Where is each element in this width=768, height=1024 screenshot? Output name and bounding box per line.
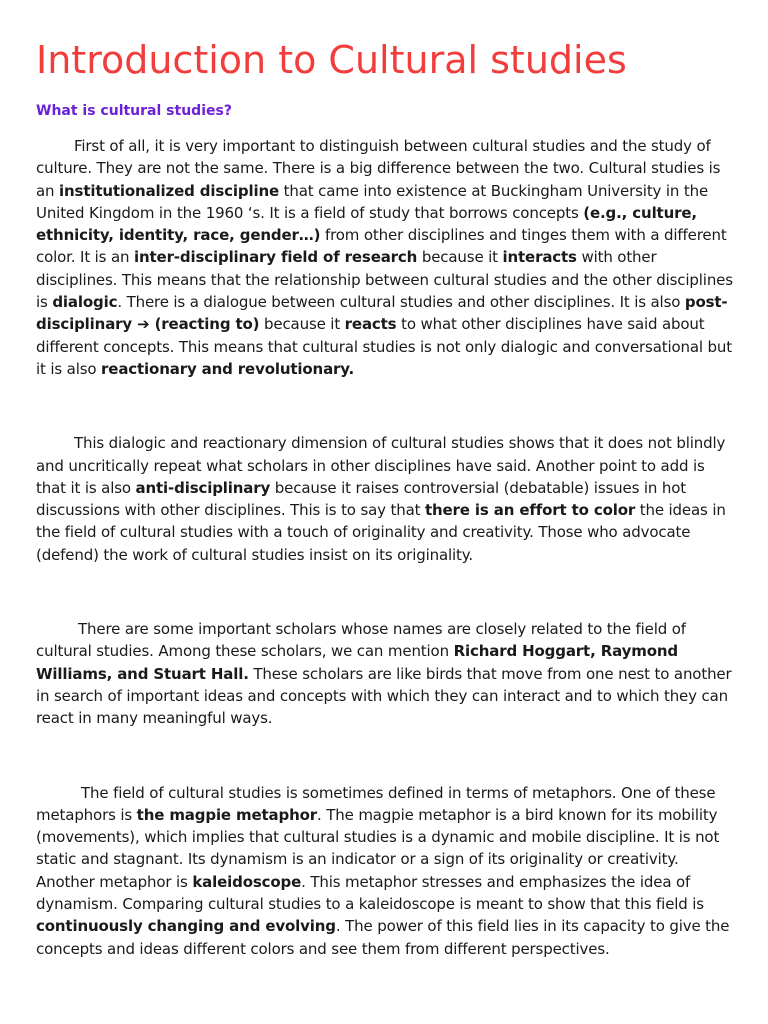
text-run: These scholars are like birds that move from one nest to another in search of important ideas and concepts with which they can interact and to which they can react in many meaningful ways. <box>36 664 732 728</box>
bold-phrase: (e.g., culture, ethnicity, identity, race, gender…) <box>36 203 697 245</box>
text-run: that came into existence at Buckingham University in the United Kingdom in the 1960 ‘s. It is a field of study that borrows concepts <box>36 181 709 222</box>
paragraph-1 <box>36 135 736 380</box>
text-run: because it <box>259 315 345 334</box>
text-run: with other disciplines. This means that the relationship between cultural studies and the other disciplines is <box>36 248 733 312</box>
bold-phrase: reactionary and revolutionary. <box>101 359 355 378</box>
page-title: Introduction to Cultural studies <box>36 38 627 82</box>
bold-phrase: the magpie metaphor <box>136 805 318 824</box>
text-run: The field of cultural studies is sometimes defined in terms of metaphors. One of these metaphors is <box>36 783 716 824</box>
bold-phrase: reacts <box>344 315 397 334</box>
text-run: . This metaphor stresses and emphasizes the idea of dynamism. Comparing cultural studies to a kaleidoscope is meant to show that this field is <box>36 872 704 914</box>
text-run: from other disciplines and tinges them with a different color. It is an <box>36 226 727 267</box>
paragraph-4 <box>36 782 736 960</box>
paragraph-2 <box>36 432 736 566</box>
text-run: . The power of this field lies in its capacity to give the concepts and ideas different colors and see them from different perspectives. <box>36 917 730 958</box>
bold-phrase: Richard Hoggart, Raymond Williams, and Stuart Hall. <box>36 642 678 683</box>
text-run: First of all, it is very important to distinguish between cultural studies and the study of culture. They are not the same. There is a big difference between the two. Cultural studies is an <box>36 137 721 200</box>
bold-phrase: continuously changing and evolving <box>36 917 336 936</box>
text-run: to what other disciplines have said about different concepts. This means that cultural studies is not only dialogic and conversational but it is also <box>36 315 733 378</box>
bold-phrase: dialogic <box>52 293 118 312</box>
text-run: This dialogic and reactionary dimension of cultural studies shows that it does not blindly and uncritically repeat what scholars in other disciplines have said. Another point to add is that it is also <box>36 434 726 497</box>
text-run: because it <box>417 248 503 267</box>
text-run: There are some important scholars whose names are closely related to the field of cultural studies. Among these scholars, we can mention <box>36 620 686 661</box>
text-run: . There is a dialogue between cultural studies and other disciplines. It is also <box>117 293 685 312</box>
bold-phrase: post-disciplinary ➔ (reacting to) <box>36 293 728 334</box>
paragraph-3 <box>36 618 736 729</box>
text-run: . The magpie metaphor is a bird known for its mobility (movements), which implies that cultural studies is a dynamic and mobile discipline. It is not static and stagnant. Its dynamism is an indicator or a sign of its originality or creativity. Another metaphor is <box>36 805 720 891</box>
bold-phrase: interacts <box>502 248 577 267</box>
bold-phrase: inter-disciplinary field of research <box>134 248 418 267</box>
section-heading: What is cultural studies? <box>36 103 232 119</box>
bold-phrase: kaleidoscope <box>192 872 302 891</box>
text-run: the ideas in the field of cultural studies with a touch of originality and creativity. Those who advocate (defend) the work of cultural studies insist on its originality. <box>36 501 726 564</box>
bold-phrase: there is an effort to color <box>424 501 636 520</box>
document-page <box>36 36 736 960</box>
bold-phrase: anti-disciplinary <box>135 478 271 497</box>
bold-phrase: institutionalized discipline <box>59 181 280 200</box>
text-run: because it raises controversial (debatable) issues in hot discussions with other disciplines. This is to say that <box>36 478 686 520</box>
